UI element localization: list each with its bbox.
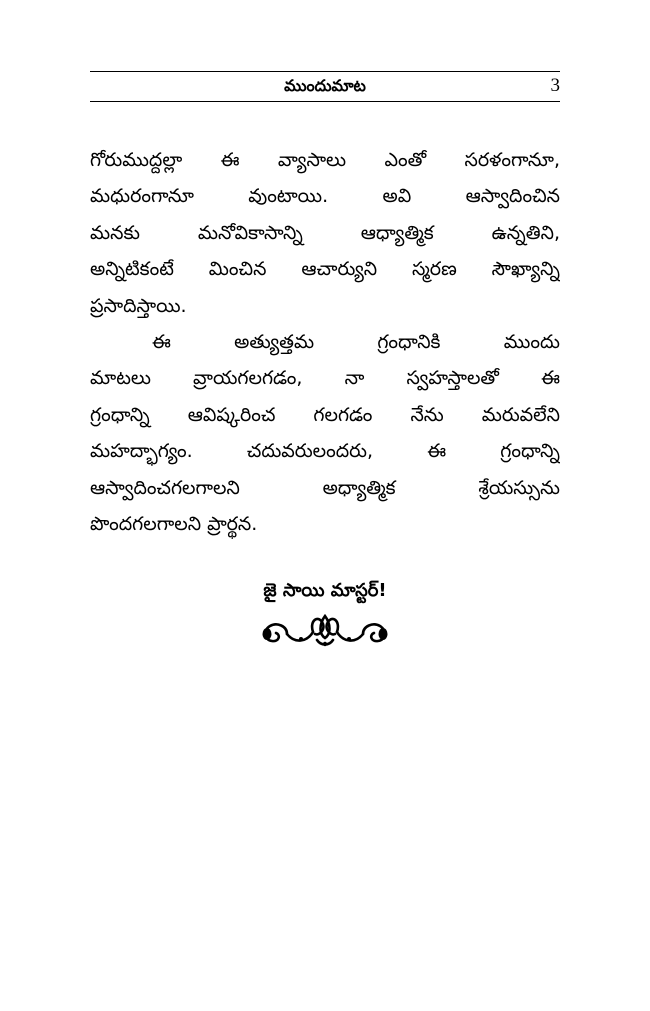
header-rule-bottom [90, 101, 560, 102]
paragraph-2-line-6: పొందగలగాలని ప్రార్థన. [90, 512, 258, 535]
paragraph-2-line-5: ఆస్వాదించగలగాలని అధ్యాత్మిక శ్రేయస్సును [90, 476, 560, 499]
paragraph-2-line-1: ఈ అత్యుత్తమ గ్రంధానికి ముందు [152, 330, 560, 353]
scroll-flourish-ornament-icon [257, 608, 393, 652]
body-paragraphs [90, 142, 560, 542]
running-header-title: ముందుమాట [284, 76, 366, 95]
header-rule-top [90, 71, 560, 72]
paragraph-2-line-3: గ్రంధాన్ని ఆవిష్కరించ గలగడం నేను మరువలేని [90, 403, 560, 426]
paragraph-2-line-2: మాటలు వ్రాయగలగడం, నా స్వహస్తాలతో ఈ [90, 367, 560, 390]
paragraph-1-line-4: అన్నిటికంటే మించిన ఆచార్యుని స్మరణ సౌఖ్యాన్ని [90, 258, 560, 281]
paragraph-1-line-1: గోరుముద్దల్లా ఈ వ్యాసాలు ఎంతో సరళంగానూ, [90, 149, 560, 171]
paragraph-1-line-3: మనకు మనోవికాసాన్ని ఆధ్యాత్మిక ఉన్నతిని, [90, 221, 560, 244]
paragraph-2-line-4: మహద్భాగ్యం. చదువరులందరు, ఈ గ్రంధాన్ని [90, 440, 560, 463]
closing-salutation: జై సాయి మాస్టర్! [263, 580, 387, 601]
page-number: 3 [550, 75, 560, 96]
paragraph-1-line-5: ప్రసాదిస్తాయి. [90, 294, 187, 317]
paragraph-1-line-2: మధురంగానూ వుంటాయి. అవి ఆస్వాదించిన [90, 185, 560, 208]
